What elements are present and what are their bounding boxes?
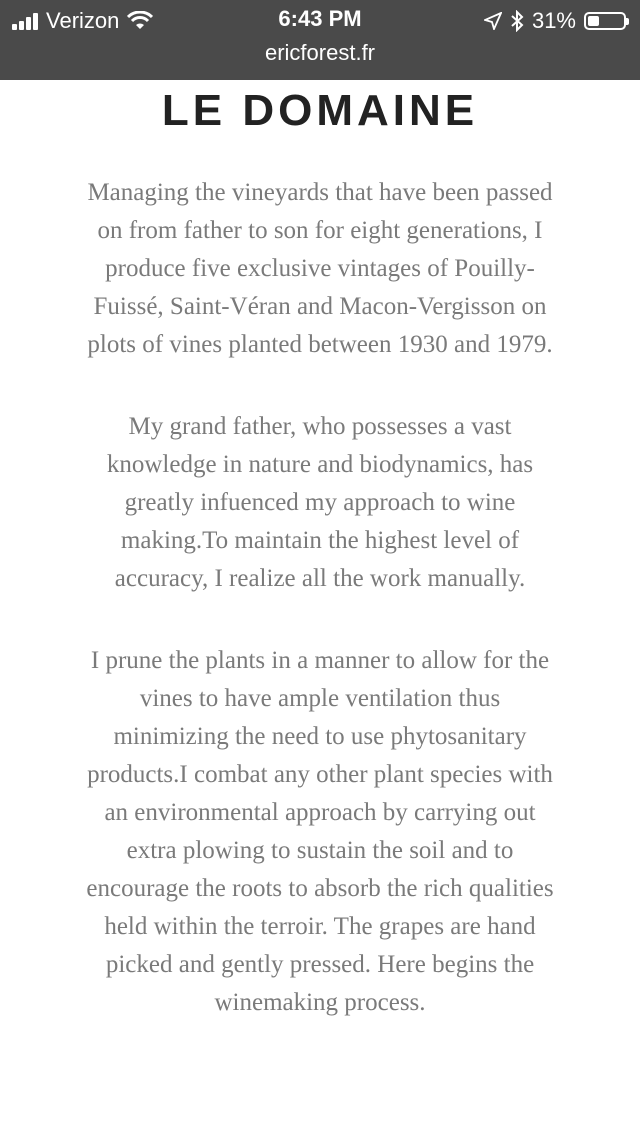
location-arrow-icon	[484, 12, 502, 30]
page-content	[0, 86, 640, 1022]
paragraph-pruning: I prune the plants in a manner to allow for the vines to have ample ventilation thus minimizing the need to use phytosanitary products.I combat any other plant species with an environmental approach by carrying out extra plowing to sustain the soil and to encourage the roots to absorb the rich qualities held within the terroir. The grapes are hand picked and gently pressed. Here begins the winemaking process.	[86, 647, 554, 1016]
page-title: LE DOMAINE	[161, 86, 479, 135]
paragraph-grandfather: My grand father, who possesses a vast knowledge in nature and biodynamics, has greatly infuenced my approach to wine making.To maintain the highest level of accuracy, I realize all the work manually.	[106, 413, 534, 592]
url-bar[interactable]: ericforest.fr	[264, 40, 376, 65]
battery-fill	[588, 16, 599, 26]
battery-icon	[584, 12, 626, 30]
carrier-label: Verizon	[46, 8, 120, 33]
status-time: 6:43 PM	[278, 6, 362, 31]
battery-percent: 31%	[531, 8, 576, 33]
status-bar	[0, 0, 640, 80]
status-right	[484, 8, 626, 34]
paragraph-heritage: Managing the vineyards that have been passed on from father to son for eight generations, I produce five exclusive vintages of Pouilly-Fuissé, Saint-Véran and Macon-Vergisson on plots of vines planted between 1930 and 1979.	[87, 179, 553, 358]
bluetooth-icon	[510, 10, 524, 32]
